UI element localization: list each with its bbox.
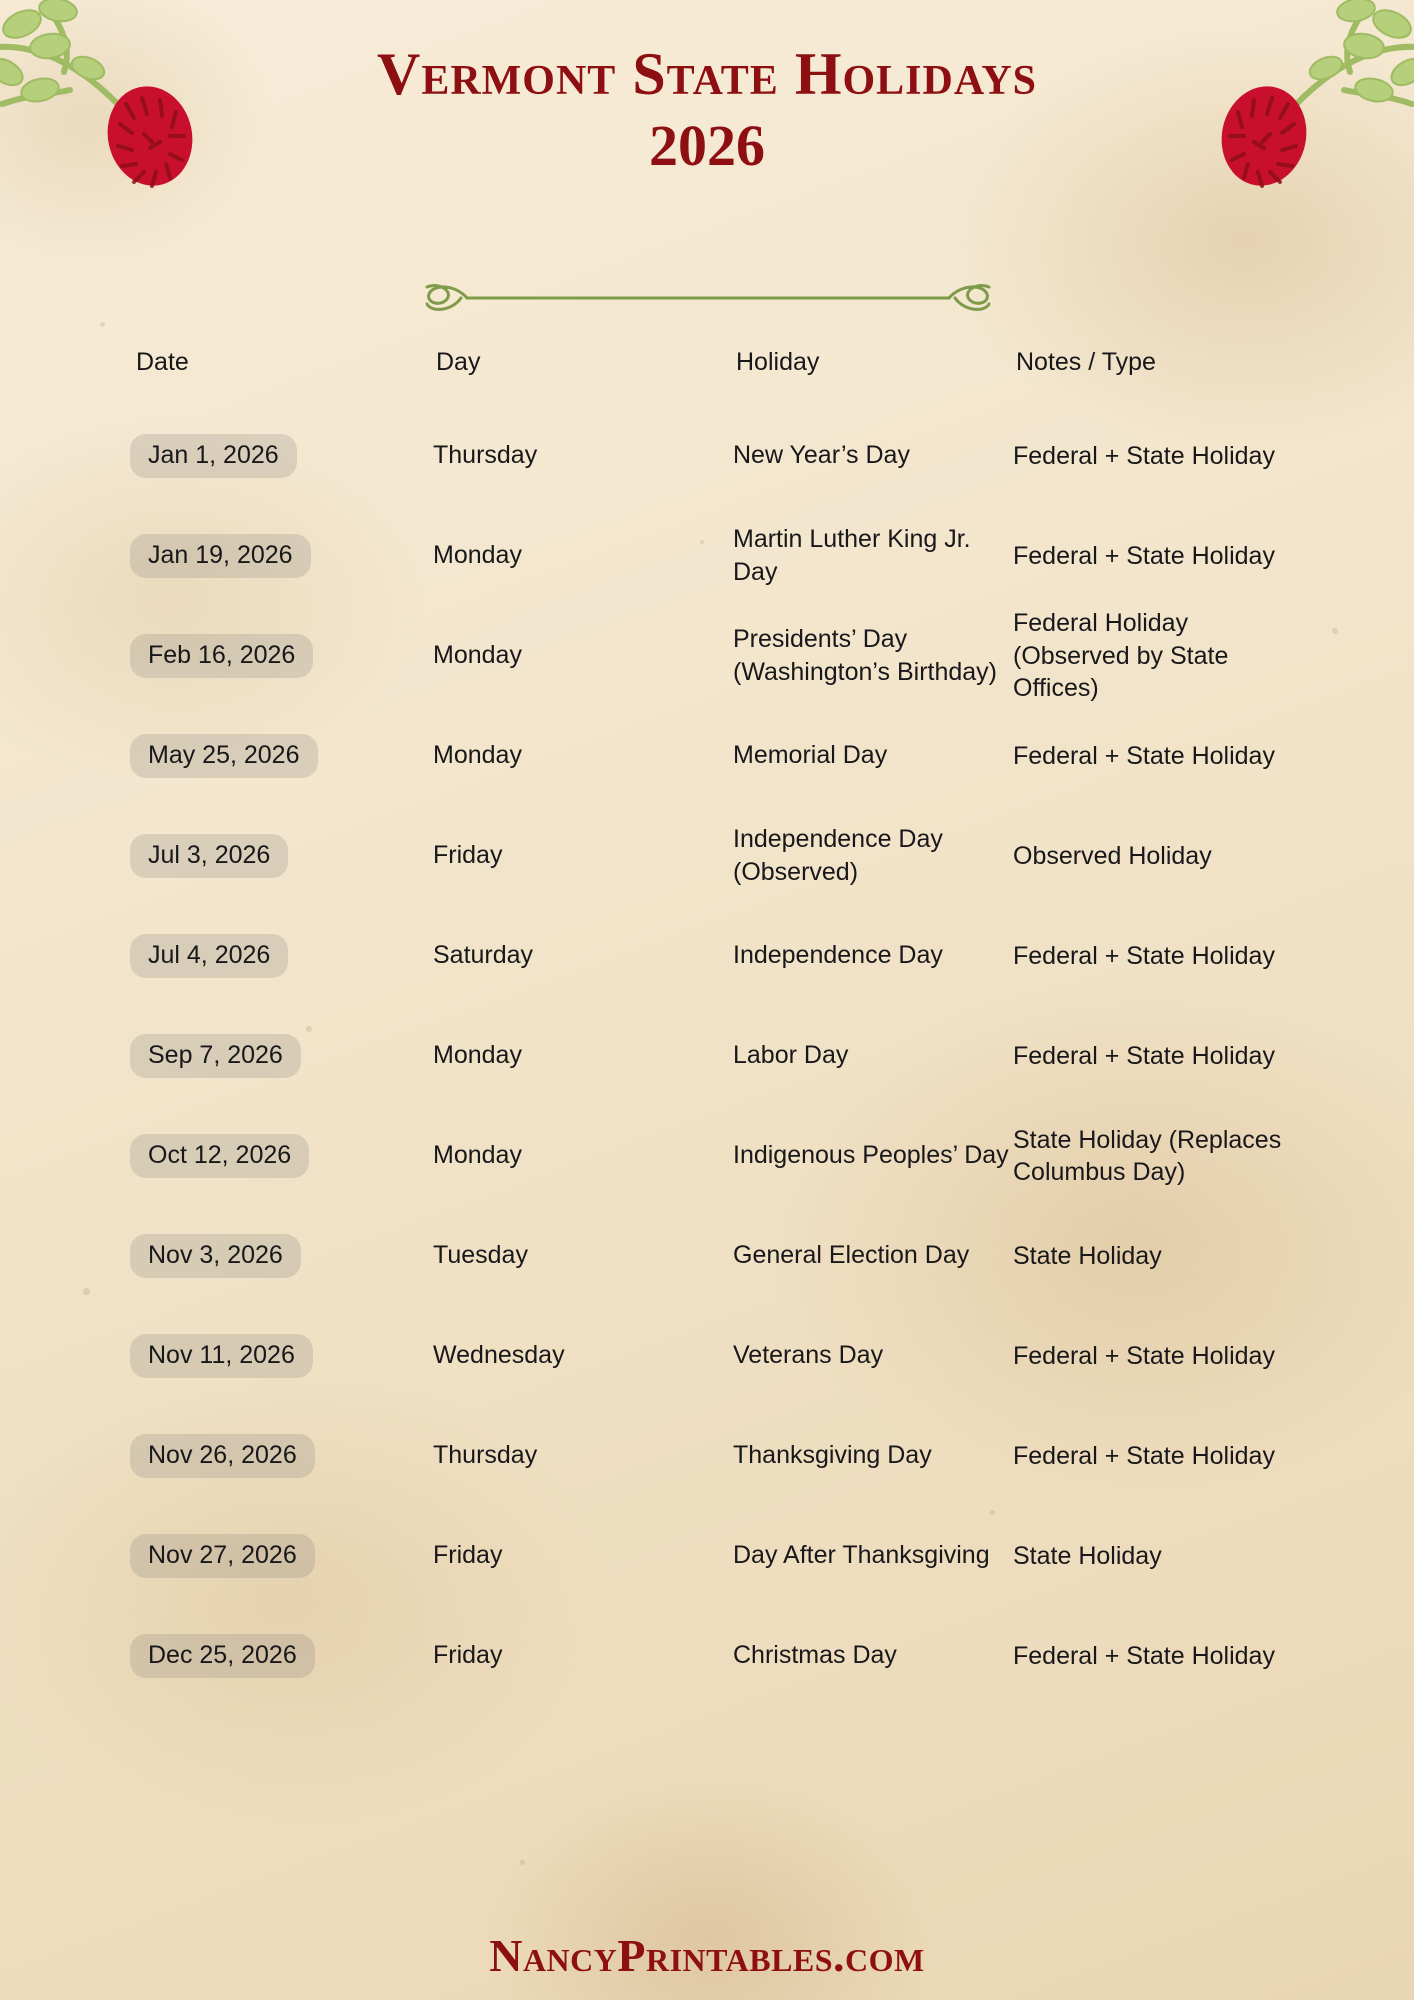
- title-main: Vermont State Holidays: [376, 41, 1038, 107]
- cell-holiday: Independence Day: [733, 941, 943, 970]
- paper-speckle: [100, 322, 105, 327]
- cell-date: Feb 16, 2026: [130, 634, 313, 678]
- cell-holiday: Memorial Day: [733, 741, 888, 770]
- column-header-notes: Notes / Type: [1016, 348, 1156, 376]
- cell-notes: Observed Holiday: [1013, 841, 1212, 870]
- table-row: [130, 506, 1290, 606]
- cell-day: Saturday: [433, 941, 534, 970]
- cell-day: Friday: [433, 841, 503, 870]
- cell-date: Nov 11, 2026: [130, 1334, 313, 1378]
- cell-date: Sep 7, 2026: [130, 1034, 301, 1078]
- table-row: [130, 1406, 1290, 1506]
- cell-holiday: Christmas Day: [733, 1641, 897, 1670]
- cell-holiday: Martin Luther King Jr. Day: [733, 524, 971, 586]
- column-header-day: Day: [436, 348, 481, 376]
- column-header-date: Date: [136, 348, 189, 376]
- cell-day: Wednesday: [433, 1341, 565, 1370]
- table-row: [130, 1206, 1290, 1306]
- cell-date: Jul 3, 2026: [130, 834, 288, 878]
- table-row: [130, 606, 1290, 706]
- cell-notes: State Holiday: [1013, 1241, 1162, 1270]
- cell-holiday: General Election Day: [733, 1241, 970, 1270]
- cell-day: Monday: [433, 1141, 522, 1170]
- cell-notes: State Holiday (Replaces Columbus Day): [1013, 1125, 1282, 1186]
- cell-date: Nov 3, 2026: [130, 1234, 301, 1278]
- cell-holiday: New Year’s Day: [733, 441, 910, 470]
- cell-date: Jan 19, 2026: [130, 534, 311, 578]
- table-row: [130, 1506, 1290, 1606]
- cell-day: Thursday: [433, 1441, 538, 1470]
- cell-date: Jan 1, 2026: [130, 434, 297, 478]
- table-row: [130, 1606, 1290, 1706]
- cell-holiday: Presidents’ Day (Washington’s Birthday): [733, 624, 998, 686]
- cell-date: Oct 12, 2026: [130, 1134, 309, 1178]
- cell-date: Nov 27, 2026: [130, 1534, 315, 1578]
- cell-notes: Federal + State Holiday: [1013, 1441, 1275, 1470]
- cell-holiday: Day After Thanksgiving: [733, 1541, 990, 1570]
- cell-day: Monday: [433, 541, 522, 570]
- divider: [0, 278, 1414, 318]
- cell-notes: Federal + State Holiday: [1013, 1041, 1275, 1070]
- paper-speckle: [1332, 628, 1338, 634]
- cell-day: Monday: [433, 1041, 522, 1070]
- cell-notes: Federal Holiday (Observed by State Offices): [1013, 609, 1229, 703]
- paper-speckle: [83, 1288, 90, 1295]
- cell-day: Friday: [433, 1641, 503, 1670]
- cell-notes: Federal + State Holiday: [1013, 1641, 1275, 1670]
- cell-holiday: Labor Day: [733, 1041, 849, 1070]
- cell-notes: State Holiday: [1013, 1541, 1162, 1570]
- table-header-row: [130, 348, 1290, 406]
- table-row: [130, 906, 1290, 1006]
- ornamental-divider-icon: [397, 278, 1017, 318]
- cell-day: Monday: [433, 641, 522, 670]
- title-year: 2026: [649, 113, 765, 178]
- cell-date: Dec 25, 2026: [130, 1634, 315, 1678]
- cell-notes: Federal + State Holiday: [1013, 1341, 1275, 1370]
- holiday-table: [130, 348, 1290, 1706]
- footer-site-name: NancyPrintables.com: [489, 1930, 925, 1981]
- paper-speckle: [520, 1860, 525, 1865]
- table-row: [130, 806, 1290, 906]
- cell-day: Friday: [433, 1541, 503, 1570]
- cell-notes: Federal + State Holiday: [1013, 541, 1275, 570]
- page-title: [0, 40, 1414, 180]
- cell-day: Thursday: [433, 441, 538, 470]
- table-row: [130, 1006, 1290, 1106]
- cell-notes: Federal + State Holiday: [1013, 441, 1275, 470]
- cell-day: Tuesday: [433, 1241, 528, 1270]
- table-row: [130, 406, 1290, 506]
- cell-holiday: Veterans Day: [733, 1341, 884, 1370]
- cell-notes: Federal + State Holiday: [1013, 741, 1275, 770]
- cell-date: Jul 4, 2026: [130, 934, 288, 978]
- cell-date: Nov 26, 2026: [130, 1434, 315, 1478]
- table-row: [130, 1306, 1290, 1406]
- cell-holiday: Indigenous Peoples’ Day: [733, 1141, 1009, 1170]
- cell-date: May 25, 2026: [130, 734, 318, 778]
- cell-notes: Federal + State Holiday: [1013, 941, 1275, 970]
- table-row: [130, 706, 1290, 806]
- cell-holiday: Thanksgiving Day: [733, 1441, 932, 1470]
- cell-day: Monday: [433, 741, 522, 770]
- column-header-holiday: Holiday: [736, 348, 820, 376]
- cell-holiday: Independence Day (Observed): [733, 824, 943, 886]
- table-row: [130, 1106, 1290, 1206]
